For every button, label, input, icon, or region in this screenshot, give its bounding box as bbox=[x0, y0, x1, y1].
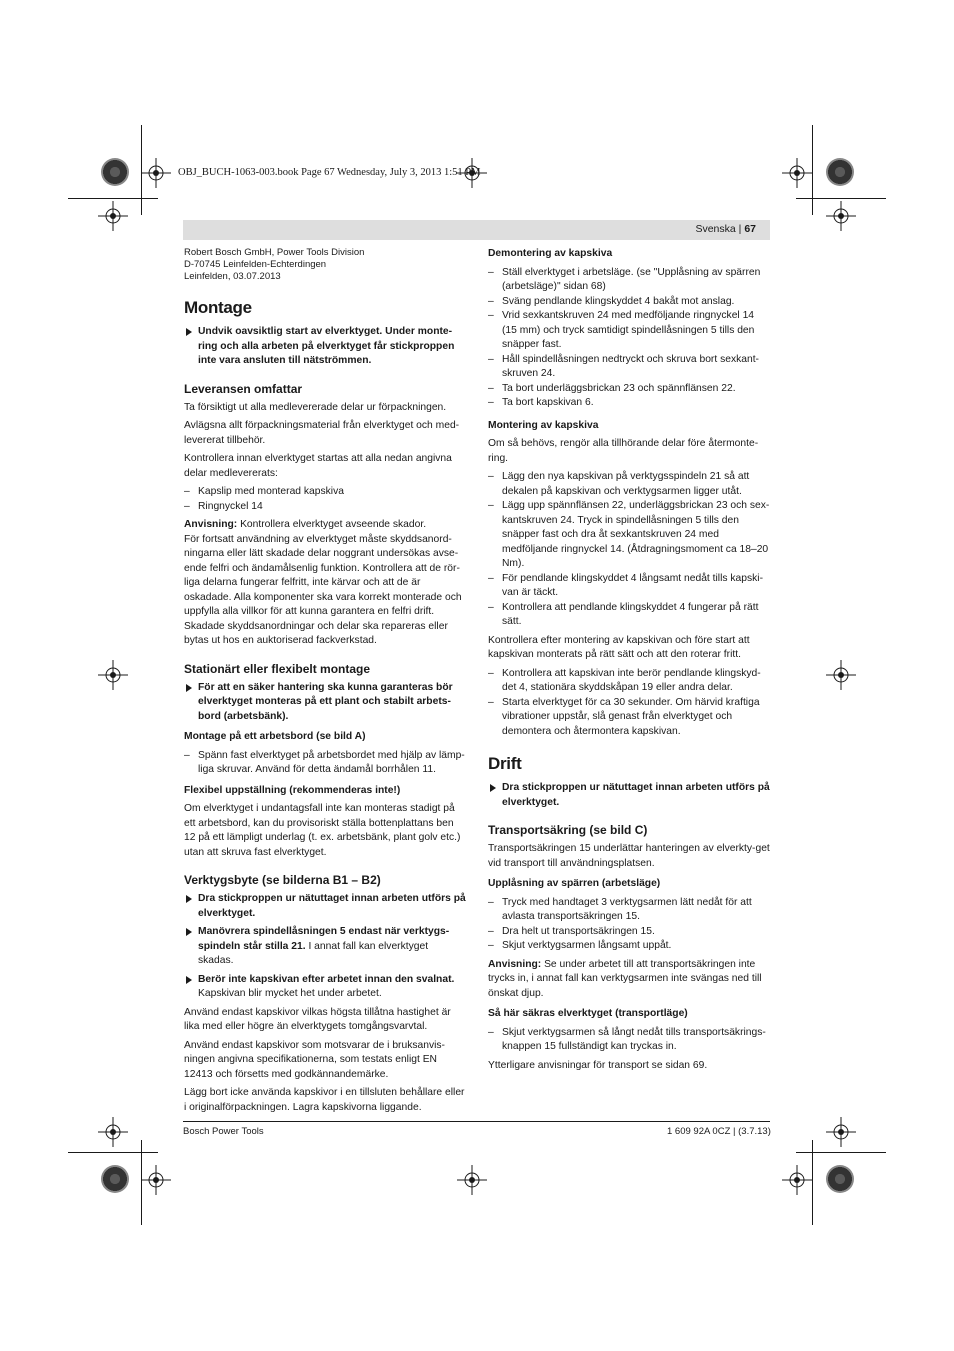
page-number: 67 bbox=[744, 223, 756, 235]
address-line: D-70745 Leinfelden-Echterdingen bbox=[184, 259, 327, 270]
address-line: Robert Bosch GmbH, Power Tools Division bbox=[184, 247, 365, 258]
list-item: – Sväng pendlande klingskyddet 4 bakåt mot anslag. bbox=[488, 295, 770, 310]
list-item: – Spänn fast elverktyget på arbetsbordet med hjälp av lämp-liga skruvar. Använd för detta ändamål borrhålen 11. bbox=[184, 749, 466, 778]
paragraph: För fortsatt användning av elverktyget måste skyddsanord-ningarna eller lätt skadade delar noggrant undersökas avse-ende felfri och ändamålsenlig funktion. Kontrollera att de rör-liga delarna fungerar felfritt, inte kärvar och att de är oskadade. Alla komponenter ska vara korrekt monterade och uppfylla alla villkor för att kunna garantera en felfri drift. Skadade skyddsanordningar och delar ska repareras eller bytas ut hos en auktoriserad fackverkstad. bbox=[184, 533, 462, 646]
warning-item: Berör inte kapskivan efter arbetet innan den svalnat. Kapskivan blir mycket het under arbetet. bbox=[184, 973, 466, 1002]
section-heading: Transportsäkring (se bild C) bbox=[488, 823, 648, 837]
registration-ball-icon bbox=[826, 1165, 854, 1193]
section-heading: Verktygsbyte (se bilderna B1 – B2) bbox=[184, 873, 381, 887]
warning-item: Dra stickproppen ur nätuttaget innan arbeten utförs på elverktyget. bbox=[184, 892, 466, 921]
list-item: – Dra helt ut transportsäkringen 15. bbox=[488, 925, 770, 940]
footer-rule bbox=[183, 1121, 770, 1122]
header-separator: | bbox=[738, 223, 742, 235]
crosshair-icon bbox=[826, 1117, 856, 1147]
crop-mark bbox=[68, 1152, 158, 1153]
crosshair-icon bbox=[98, 1117, 128, 1147]
crosshair-icon bbox=[826, 201, 856, 231]
crosshair-icon bbox=[141, 158, 171, 188]
subsection-heading: Montering av kapskiva bbox=[488, 419, 599, 431]
section-heading: Stationärt eller flexibelt montage bbox=[184, 661, 371, 676]
paragraph: Om så behövs, rengör alla tillhörande delar före återmonte-ring. bbox=[488, 438, 759, 464]
warning-item: Manövrera spindellåsningen 5 endast när verktygs-spindeln står stilla 21. I annat fall kan elverktyget skadas. bbox=[184, 925, 466, 969]
list-item: – Håll spindellåsningen nedtryckt och skruva bort sexkant-skruven 24. bbox=[488, 353, 770, 382]
footer-brand: Bosch Power Tools bbox=[183, 1126, 264, 1137]
paragraph: Kontrollera efter montering av kapskivan och före start att kapskivan monterats på rätt sätt och att den roterar fritt. bbox=[488, 634, 750, 660]
crosshair-icon bbox=[457, 1165, 487, 1195]
bullet-triangle-icon bbox=[186, 976, 192, 984]
warning-item: Dra stickproppen ur nätuttaget innan arbeten utförs på elverktyget. bbox=[488, 781, 770, 810]
bullet-triangle-icon bbox=[186, 895, 192, 903]
note: Anvisning: Kontrollera elverktyget avseende skador. bbox=[184, 519, 427, 530]
crosshair-icon bbox=[782, 1165, 812, 1195]
paragraph: Avlägsna allt förpackningsmaterial från elverktyget och med-levererat tillbehör. bbox=[184, 420, 460, 446]
subsection-heading: Montage på ett arbetsbord (se bild A) bbox=[184, 731, 366, 742]
bullet-triangle-icon bbox=[186, 928, 192, 936]
crop-mark bbox=[796, 198, 886, 199]
paragraph: Ta försiktigt ut alla medlevererade delar ur förpackningen. bbox=[184, 401, 447, 413]
drift-heading: Drift bbox=[488, 754, 522, 773]
list-item: – Kontrollera att pendlande klingskyddet 4 fungerar på rätt sätt. bbox=[488, 601, 770, 630]
address-line: Leinfelden, 03.07.2013 bbox=[184, 271, 281, 282]
paragraph: Om elverktyget i undantagsfall inte kan monteras stadigt på ett arbetsbord, kan du provisoriskt ställa bottenplattans ben 12 på ett lämpligt underlag (t. ex. arbetsbänk, plant golv etc.) utan att skruva fast elverktyget. bbox=[184, 803, 461, 858]
list-item: – Lägg den nya kapskivan på verktygsspindeln 21 så att dekalen på kapskivan och verktygsarmen ligger utåt. bbox=[488, 470, 770, 499]
warning-item: Undvik oavsiktlig start av elverktyget. Under monte-ring och alla arbeten på elverktyget får stickproppen inte vara ansluten till nätströmmen. bbox=[184, 325, 466, 369]
list-item: – Ta bort kapskivan 6. bbox=[488, 396, 770, 411]
list-item: – Ringnyckel 14 bbox=[184, 500, 466, 515]
list-item: – Ta bort underläggsbrickan 23 och spännflänsen 22. bbox=[488, 382, 770, 397]
list-item: – Starta elverktyget för ca 30 sekunder. Om härvid kraftiga vibrationer uppstår, slå genast från elverktyget och demontera och återmontera kapskivan. bbox=[488, 696, 770, 740]
bullet-triangle-icon bbox=[490, 784, 496, 792]
note: Anvisning: Se under arbetet till att transportsäkringen inte trycks in, i annat fall kan verktygsarmen inte svängas ned till önskat djup. bbox=[488, 958, 762, 999]
crosshair-icon bbox=[826, 660, 856, 690]
bullet-triangle-icon bbox=[186, 684, 192, 692]
subsection-heading: Demontering av kapskiva bbox=[488, 248, 613, 259]
list-item: – Skjut verktygsarmen så långt nedåt tills transportsäkrings-knappen 15 fullständigt kan tryckas in. bbox=[488, 1026, 770, 1055]
registration-ball-icon bbox=[826, 158, 854, 186]
montage-heading: Montage bbox=[184, 298, 252, 317]
print-info: OBJ_BUCH-1063-003.book Page 67 Wednesday, July 3, 2013 1:51 PM bbox=[178, 167, 481, 178]
paragraph: Lägg bort icke använda kapskivor i en tillsluten behållare eller i originalförpackningen. Lagra kapskivorna liggande. bbox=[184, 1087, 465, 1113]
registration-ball-icon bbox=[101, 1165, 129, 1193]
crosshair-icon bbox=[782, 158, 812, 188]
right-column bbox=[488, 247, 770, 1073]
paragraph: Transportsäkringen 15 underlättar hanteringen av elverkty-get vid transport till användningsplatsen. bbox=[488, 843, 770, 869]
crop-mark bbox=[796, 1152, 886, 1153]
header-language: Svenska bbox=[695, 223, 736, 235]
address-block bbox=[184, 247, 466, 283]
paragraph: Använd endast kapskivor vilkas högsta tillåtna hastighet är lika med eller högre än elverktygets tomgångsvarvtal. bbox=[184, 1006, 451, 1032]
left-column bbox=[184, 247, 466, 1115]
list-item: – Vrid sexkantskruven 24 med medföljande ringnyckel 14 (15 mm) och tryck samtidigt spindellåsningen 5 tills den snäpper fast. bbox=[488, 309, 770, 353]
bullet-triangle-icon bbox=[186, 328, 192, 336]
paragraph: Använd endast kapskivor som motsvarar de i bruksanvis-ningen angivna specifikationerna, som testats enligt EN 12413 och försetts med godkännandemärke. bbox=[184, 1039, 445, 1080]
section-heading: Leveransen omfattar bbox=[184, 381, 303, 396]
crop-mark bbox=[68, 198, 158, 199]
list-item: – Skjut verktygsarmen långsamt uppåt. bbox=[488, 939, 770, 954]
list-item: – Ställ elverktyget i arbetsläge. (se "Upplåsning av spärren (arbetsläge)" sidan 68) bbox=[488, 266, 770, 295]
page-header bbox=[183, 220, 770, 240]
list-item: – Lägg upp spännflänsen 22, underläggsbrickan 23 och sex-kantskruven 24. Tryck in spindellåsningen 5 tills den snäpper fast och dra åt sexkantskruven 24 med medföljande ringnyckel 14. (Åtdragningsmoment ca 18–20 Nm). bbox=[488, 499, 770, 572]
warning-item: För att en säker hantering ska kunna garanteras bör elverktyget monteras på ett plant och stabilt arbets-bord (arbetsbänk). bbox=[184, 681, 466, 725]
list-item: – Kapslip med monterad kapskiva bbox=[184, 485, 466, 500]
list-item: – För pendlande klingskyddet 4 långsamt nedåt tills kapski-van är täckt. bbox=[488, 572, 770, 601]
footer-doc-number: 1 609 92A 0CZ | (3.7.13) bbox=[667, 1126, 771, 1137]
registration-ball-icon bbox=[101, 158, 129, 186]
paragraph: Ytterligare anvisningar för transport se sidan 69. bbox=[488, 1059, 708, 1071]
subsection-heading: Upplåsning av spärren (arbetsläge) bbox=[488, 878, 661, 889]
crosshair-icon bbox=[98, 660, 128, 690]
paragraph: Kontrollera innan elverktyget startas att alla nedan angivna delar medlevererats: bbox=[184, 453, 452, 479]
crosshair-icon bbox=[141, 1165, 171, 1195]
list-item: – Tryck med handtaget 3 verktygsarmen lätt nedåt för att avlasta transportsäkringen 15. bbox=[488, 896, 770, 925]
subsection-heading: Flexibel uppställning (rekommenderas inte!) bbox=[184, 784, 401, 796]
list-item: – Kontrollera att kapskivan inte berör pendlande klingskyd-det 4, stationära skyddskåpan 19 eller andra delar. bbox=[488, 667, 770, 696]
crosshair-icon bbox=[98, 201, 128, 231]
subsection-heading: Så här säkras elverktyget (transportläge) bbox=[488, 1008, 688, 1019]
crop-mark bbox=[812, 125, 813, 215]
